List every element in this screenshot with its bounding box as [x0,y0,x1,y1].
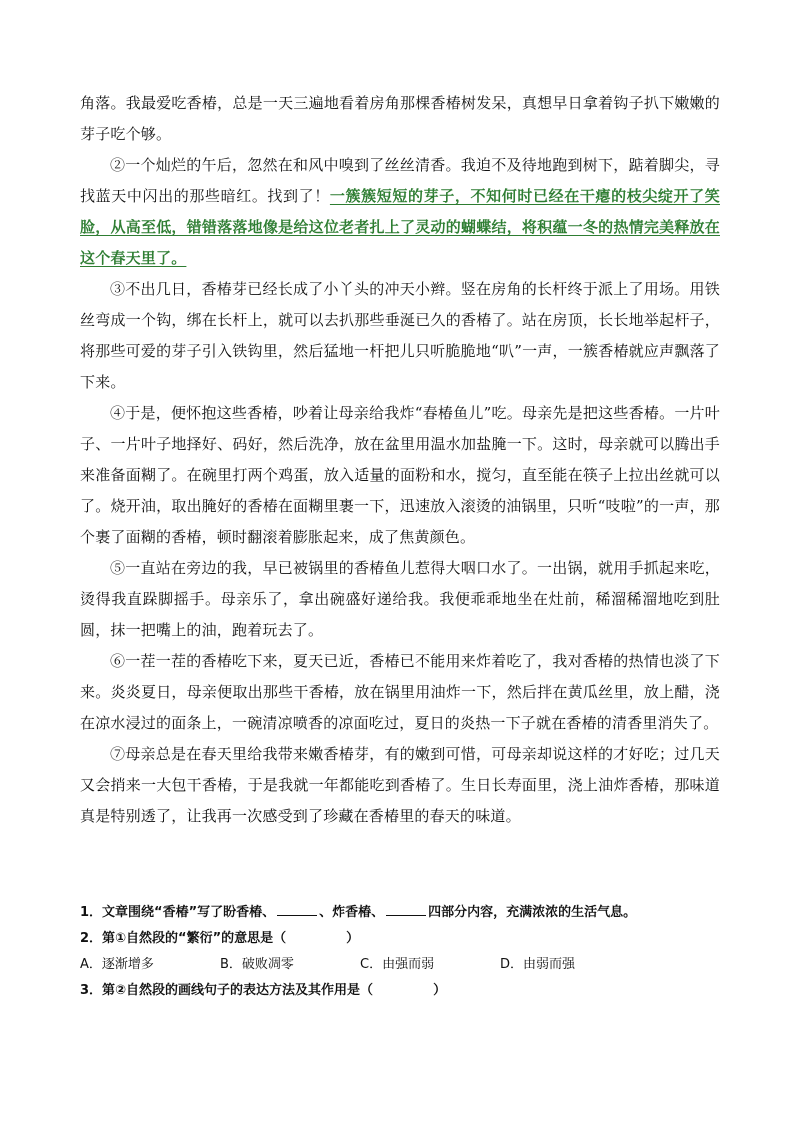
underlined-sentence: 一簇簇短短的芽子，不知何时已经在干瘪的枝尖绽开了笑脸，从高至低，错错落落地像是给这位老者扎上了灵动的蝴蝶结，将积蕴一冬的热情完美释放在这个春天里了。 [80,187,720,267]
paragraph-1-continued: 角落。我最爱吃香椿，总是一天三遍地看着房角那棵香椿树发呆，真想早日拿着钩子扒下嫩嫩的芽子吃个够。 [80,94,720,143]
paragraph-3: ③不出几日，香椿芽已经长成了小丫头的冲天小辫。竖在房角的长杆终于派上了用场。用铁丝弯成一个钩，绑在长杆上，就可以去扒那些垂涎已久的香椿了。站在房顶，长长地举起杆子，将那些可爱的芽子引入铁钩里，然后猛地一杆把儿只听脆脆地“叭”一声，一簇香椿就应声飘落了下来。 [80,280,720,391]
question-2 [80,926,720,952]
question-2-options [80,952,720,978]
question-1 [80,900,720,926]
question-3-text: 3．第②自然段的画线句子的表达方法及其作用是（ [80,983,374,998]
paragraph-6: ⑥一茬一茬的香椿吃下来，夏天已近，香椿已不能用来炸着吃了，我对香椿的热情也淡了下来。炎炎夏日，母亲便取出那些干香椿，放在锅里用油炸一下，然后拌在黄瓜丝里，放上醋，浇在凉水浸过的面条上，一碗清凉喷香的凉面吃过，夏日的炎热一下子就在香椿的清香里消失了。 [80,652,720,732]
option-d[interactable]: D．由弱而强 [500,957,576,972]
paragraph-7: ⑦母亲总是在春天里给我带来嫩香椿芽，有的嫩到可惜，可母亲却说这样的才好吃；过几天又会捎来一大包干香椿，于是我就一年都能吃到香椿了。生日长寿面里，浇上油炸香椿，那味道真是特别透了，让我再一次感受到了珍藏在香椿里的春天的味道。 [80,745,720,825]
question-2-close: ） [346,931,360,946]
question-1-suffix: 四部分内容，充满浓浓的生活气息。 [428,905,637,920]
questions-section [80,900,720,1004]
option-b[interactable]: B．破败凋零 [220,957,294,972]
option-c[interactable]: C．由强而弱 [360,957,435,972]
answer-blank-1[interactable] [277,901,317,916]
paragraph-2 [80,150,720,274]
paragraph-4: ④于是，便怀抱这些香椿，吵着让母亲给我炸“春椿鱼儿”吃。母亲先是把这些香椿。一片叶子、一片叶子地择好、码好，然后洗净，放在盆里用温水加盐腌一下。这时，母亲就可以腾出手来准备面糊了。在碗里打两个鸡蛋，放入适量的面粉和水，搅匀，直至能在筷子上拉出丝就可以了。烧开油，取出腌好的香椿在面糊里裹一下，迅速放入滚烫的油锅里，只听“吱啦”的一声，那个裹了面糊的香椿，顿时翻滚着膨胀起来，成了焦黄颜色。 [80,404,720,546]
question-3 [80,978,720,1004]
passage [80,88,720,832]
question-1-prefix: 1．文章围绕“香椿”写了盼香椿、 [80,905,276,920]
paragraph-5: ⑤一直站在旁边的我，早已被锅里的香椿鱼儿惹得大咽口水了。一出锅，就用手抓起来吃，烫得我直跺脚摇手。母亲乐了，拿出碗盛好递给我。我便乖乖地坐在灶前，稀溜稀溜地吃到肚圆，抹一把嘴上的油，跑着玩去了。 [80,559,720,639]
option-a[interactable]: A．逐渐增多 [80,957,154,972]
question-2-text: 2．第①自然段的“繁衍”的意思是（ [80,931,287,946]
question-1-mid: 、炸香椿、 [319,905,385,920]
question-3-close: ） [433,983,447,998]
answer-blank-2[interactable] [386,901,426,916]
paragraph-2-text: ②一个灿烂的午后，忽然在和风中嗅到了丝丝清香。我迫不及待地跑到树下，踮着脚尖，寻找蓝天中闪出的那些暗红。找到了！ [80,156,720,205]
